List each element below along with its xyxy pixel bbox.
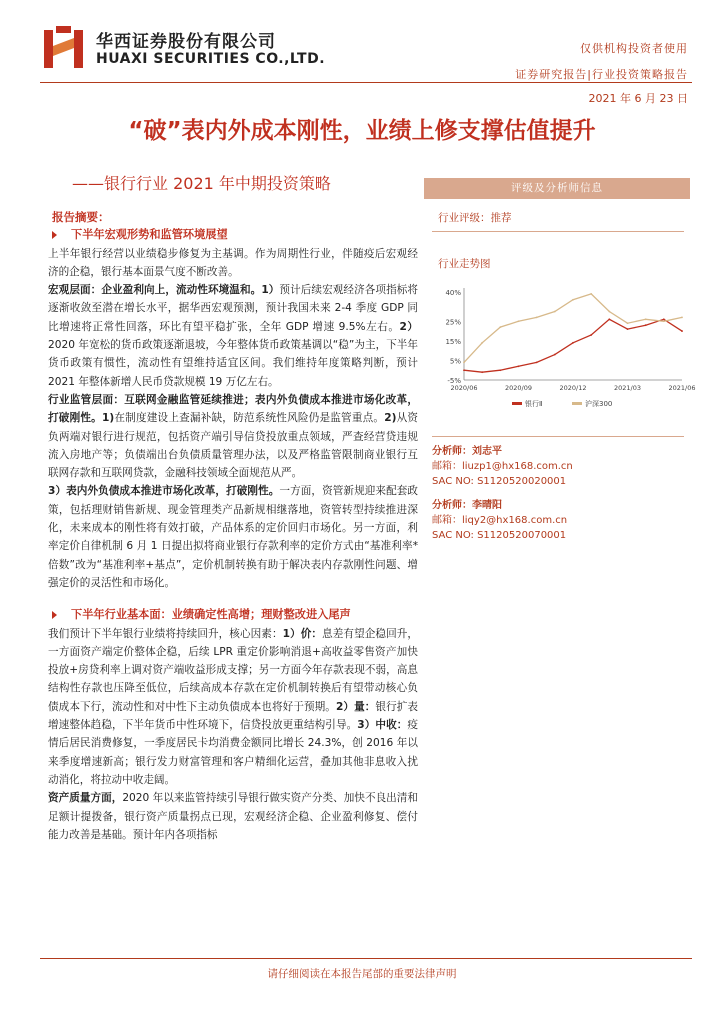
- triangle-bullet-icon: [52, 611, 57, 619]
- paragraph: 我们预计下半年银行业绩将持续回升，核心因素：1）价：息差有望企稳回升，一方面资产端定价整体企稳，后续 LPR 重定价影响消退+高收益零售资产加快投放+房贷利率上调对资产端收益形成支撑；另一方面今年存款表现不弱，高息结构性存款也压降至低位，后续高成本存款在定价机制转换后有望带动核心负债成本下行，流动性和对中性下主动负债成本也将好于预期。2）量：银行扩表增速整体趋稳，下半年货币中性环境下，信贷投放更重结构引导。3）中收：疫情后居民消费修复，一季度居民卡均消费金额同比增长 24.3%，创 2016 年以来季度增速新高；银行发力财富管理和客户精细化运营，叠加其他非息收入扰动消化，将拉动中收走阔。: [48, 627, 419, 786]
- x-tick-label: 2020/06: [450, 384, 478, 392]
- legend-swatch: [572, 402, 582, 405]
- data-point: [554, 354, 556, 356]
- data-point: [463, 361, 465, 363]
- data-point: [608, 311, 610, 313]
- triangle-bullet-icon: [52, 231, 57, 239]
- data-point: [554, 311, 556, 313]
- paragraph: 资产质量方面，2020 年以来监管持续引导银行做实资产分类、加快不良出清和足额计提拨备，银行资产质量拐点已现，宏观经济企稳、企业盈利修复、偿付能力改善是基础。预计年内各项指标: [48, 792, 419, 841]
- data-point: [590, 293, 592, 295]
- data-point: [645, 318, 647, 320]
- legal-notice: 请仔细阅读在本报告尾部的重要法律声明: [267, 968, 457, 980]
- company-name-en: HUAXI SECURITIES CO.,LTD.: [96, 51, 326, 67]
- data-point: [499, 326, 501, 328]
- data-point: [590, 334, 592, 336]
- company-logo: [44, 26, 86, 68]
- abstract-label: 报告摘要：: [52, 210, 110, 224]
- data-point: [663, 320, 665, 322]
- x-tick-label: 2020/12: [559, 384, 587, 392]
- company-name-cn: 华西证券股份有限公司: [96, 32, 276, 52]
- header-divider: [40, 82, 692, 83]
- x-tick-label: 2021/03: [613, 384, 642, 392]
- sidebar-divider: [432, 231, 684, 232]
- y-tick-label: 15%: [445, 337, 461, 346]
- data-point: [499, 369, 501, 371]
- audience-note: 仅供机构投资者使用: [580, 42, 688, 55]
- paragraph: 宏观层面：企业盈利向上，流动性环境温和。1）预计后续宏观经济各项指标将逐渐收敛至潜在增长水平，据华西宏观预测，预计我国未来 2-4 季度 GDP 同比增速将正常性回落，环比有望平稳扩张，全年 GDP 增速 9.5%左右。2）2020 年宽松的货币政策逐渐退坡，今年整体货币政策基调以“稳”为主，下半年货币政策有惯性，流动性有望维持适宜区间。我们维持年度策略判断，预计 2021 年整体新增人民币贷款规模 19 万亿左右。: [48, 284, 418, 388]
- rating-sidebar: [424, 178, 696, 554]
- industry-trend-chart: [432, 280, 696, 418]
- paragraph: 3）表内外负债成本推进市场化改革，打破刚性。一方面，资管新规迎来配套政策，包括理财销售新规、现金管理类产品新规相继落地，资管转型持续推进深化，未来成本的刚性将有效打破，产品体系的定价回归市场化。另一方面，利率定价自律机制 6 月 1 日提出拟将商业银行存款利率的定价方式由“基准利率*倍数”改为“基准利率+基点”，定价机制转换有助于解决表内存款刚性问题、增强定价的灵活性和市场化。: [48, 485, 418, 589]
- sidebar-divider: [432, 436, 684, 437]
- data-point: [627, 322, 629, 324]
- data-point: [481, 371, 483, 373]
- series-line-1: [464, 294, 682, 363]
- paragraph: 行业监管层面：互联网金融监管延续推进；表内外负债成本推进市场化改革，打破刚性。1)在制度建设上查漏补缺，防范系统性风险仍是监管重点。2)从资负两端对银行进行规范，包括资产端引导信贷投放重点领域，严查经营贷违规流入房地产等；负债端出台负债质量管理办法，以及严格监管限制商业银行互联网存款和互联网贷款，金融科技领域全面规范从严。: [48, 393, 419, 480]
- series-line-0: [464, 319, 682, 372]
- analyst-email[interactable]: liuzp1@hx168.com.cn: [462, 461, 573, 472]
- data-point: [645, 324, 647, 326]
- y-tick-label: 40%: [445, 288, 461, 297]
- report-subtitle: ——银行行业 2021 年中期投资策略: [72, 174, 331, 193]
- legend-label: 银行Ⅱ: [525, 400, 543, 408]
- footer-divider: [40, 958, 692, 959]
- data-point: [681, 316, 683, 318]
- abstract-body: [48, 208, 418, 844]
- section-heading-macro: 下半年宏观形势和监管环境展望: [48, 226, 418, 244]
- data-point: [681, 330, 683, 332]
- data-point: [572, 299, 574, 301]
- x-tick-label: 2021/06: [668, 384, 696, 392]
- analyst-sac: SAC NO: S1120520070001: [432, 530, 567, 541]
- data-point: [627, 328, 629, 330]
- section-heading-fundamentals: 下半年行业基本面：业绩确定性高增；理财整改进入尾声: [48, 606, 418, 624]
- data-point: [481, 342, 483, 344]
- analyst-card: 分析师：李晴阳 邮箱：liqy2@hx168.com.cn SAC NO: S1120520070001: [432, 500, 568, 541]
- data-point: [518, 320, 520, 322]
- trend-label: 行业走势图: [438, 258, 491, 270]
- report-type: 证券研究报告|行业投资策略报告: [515, 68, 688, 81]
- industry-rating: 行业评级：推荐: [438, 212, 512, 224]
- analyst-card: 分析师：刘志平 邮箱：liuzp1@hx168.com.cn SAC NO: S1120520020001: [432, 446, 573, 487]
- data-point: [518, 365, 520, 367]
- data-point: [536, 316, 538, 318]
- report-title: “破”表内外成本刚性，业绩上修支撑估值提升: [128, 118, 596, 144]
- analyst-name: 刘志平: [472, 446, 502, 457]
- paragraph: 上半年银行经营以业绩稳步修复为主基调。作为周期性行业，伴随疫后宏观经济的企稳，银行基本面景气度不断改善。: [48, 247, 418, 278]
- data-point: [536, 361, 538, 363]
- sidebar-heading: 评级及分析师信息: [424, 178, 690, 199]
- data-point: [608, 318, 610, 320]
- analyst-name: 李晴阳: [472, 500, 502, 511]
- legend-swatch: [512, 402, 522, 405]
- report-date: 2021 年 6 月 23 日: [588, 92, 688, 105]
- data-point: [663, 318, 665, 320]
- data-point: [463, 369, 465, 371]
- x-tick-label: 2020/09: [504, 384, 533, 392]
- legend-label: 沪深300: [585, 400, 613, 408]
- analyst-sac: SAC NO: S1120520020001: [432, 476, 567, 487]
- analyst-email[interactable]: liqy2@hx168.com.cn: [462, 515, 568, 526]
- y-tick-label: 25%: [445, 318, 461, 327]
- data-point: [572, 342, 574, 344]
- y-tick-label: -5%: [447, 377, 461, 385]
- y-tick-label: 5%: [449, 357, 461, 366]
